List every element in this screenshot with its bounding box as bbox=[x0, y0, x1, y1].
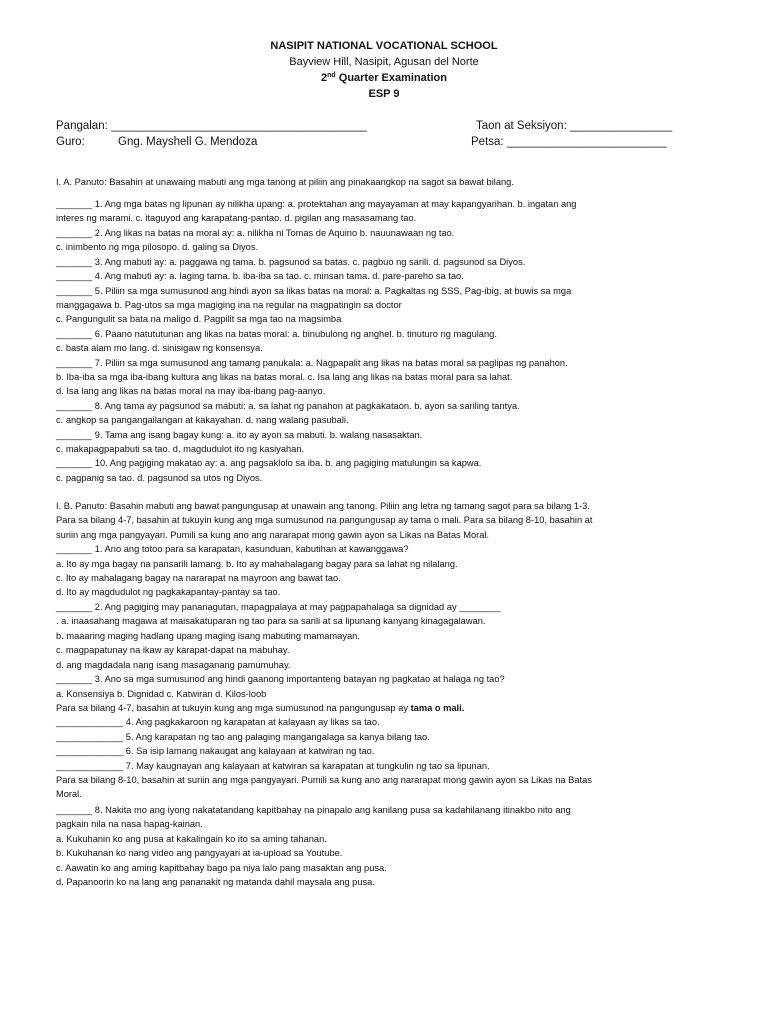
question-line: _______ 3. Ano sa mga sumusunod ang hindi gaanong importanteng batayan ng pagkatao at halaga ng tao? bbox=[56, 674, 505, 684]
question-line: _______ 9. Tama ang isang bagay kung: a. ito ay ayon sa mabuti. b. walang nasasaktan. bbox=[56, 430, 423, 440]
name-label: Pangalan: bbox=[56, 120, 108, 132]
question-line: pagkain nila na nasa hapag-kainan. bbox=[56, 819, 203, 829]
exam-title bbox=[0, 72, 768, 84]
question-line: _____________ 7. May kaugnayan ang kalayaan at katwiran sa karapatan at tungkulin ng tao sa lipunan. bbox=[56, 761, 490, 771]
question-line: b. Iba-iba sa mga iba-ibang kultura ang likas na batas moral. c. Isa lang ang likas na batas moral para sa lahat. bbox=[56, 372, 513, 382]
question-line: _______ 3. Ang mabuti ay: a. paggawa ng tama. b. pagsunod sa batas. c. pagbuo ng sarili. d. pagsunod sa Diyos. bbox=[56, 257, 526, 267]
teacher-label: Guro: bbox=[56, 136, 85, 148]
date-blank: _________________________ bbox=[506, 136, 667, 148]
year-section-field[interactable] bbox=[476, 120, 672, 132]
scenario-instructions: Moral. bbox=[56, 789, 82, 799]
question-line: _______ 1. Ang mga batas ng lipunan ay nilikha upang: a. protektahan ang mayayaman at may kapangyarihan. b. ingatan ang bbox=[56, 199, 577, 209]
question-line: _______ 5. Piliin sa mga sumusunod ang hindi ayon sa likas batas na moral: a. Pagkaltas ng SSS, Pag-ibig, at buwis sa mga bbox=[56, 286, 572, 296]
part-b-instructions: suriin ang mga pangyayari. Pumili sa kung ano ang nararapat mong gawin ayon sa Likas na Batas Moral. bbox=[56, 530, 490, 540]
question-line: _______ 6. Paano natututunan ang likas na batas moral: a. binubulong ng anghel. b. tinuturo ng magulang. bbox=[56, 329, 497, 339]
exam-ordinal: 2 bbox=[321, 72, 328, 84]
question-line: c. basta alam mo lang. d. sinisigaw ng konsensya. bbox=[56, 343, 263, 353]
question-line: c. pagpanig sa tao. d. pagsunod sa utos ng Diyos. bbox=[56, 473, 263, 483]
scenario-instructions: Para sa bilang 8-10, basahin at suriin ang mga pangyayari. Pumili sa kung ano ang nararapat mong gawin ayon sa Likas na Batas bbox=[56, 775, 592, 785]
question-line: b. maaaring maging hadlang upang maging isang mabuting mamamayan. bbox=[56, 631, 360, 641]
teacher-name: Gng. Mayshell G. Mendoza bbox=[118, 136, 258, 148]
question-line: d. Papanoorin ko na lang ang pananakit ng matanda dahil maysala ang pusa. bbox=[56, 877, 375, 887]
school-address: Bayview Hill, Nasipit, Agusan del Norte bbox=[289, 56, 479, 68]
tama-mali-intro: Para sa bilang 4-7, basahin at tukuyin kung ang mga sumusunod na pangungusap ay bbox=[56, 703, 411, 713]
question-line: a. Kukuhanin ko ang pusa at kakalingain ko ito sa aming tahanan. bbox=[56, 834, 327, 844]
question-line: _______ 2. Ang likas na batas na moral ay: a. nilikha ni Tomas de Aquino b. nauunawaan ng tao. bbox=[56, 228, 455, 238]
name-blank: ________________________________________ bbox=[111, 120, 367, 132]
question-line: _______ 2. Ang pagiging may pananagutan, mapagpalaya at may pagpapahalaga sa dignidad ay ________ bbox=[56, 602, 501, 612]
tama-mali-instructions bbox=[56, 702, 716, 714]
question-line: c. Aawatin ko ang aming kapitbahay bago pa niya lalo pang masaktan ang pusa. bbox=[56, 863, 387, 873]
question-line: c. Pangungulit sa bata na maligo d. Pagpilit sa mga tao na magsimba bbox=[56, 314, 342, 324]
question-line: d. Ito ay magdudulot ng pagkakapantay-pantay sa tao. bbox=[56, 587, 281, 597]
question-line: _______ 10. Ang pagiging makatao ay: a. ang pagsaklolo sa iba. b. ang pagiging matulungin sa kapwa. bbox=[56, 458, 482, 468]
question-line: _______ 8. Nakita mo ang iyong nakatatandang kapitbahay na pinapalo ang kanilang pusa sa kadahilanang itinakbo nito ang bbox=[56, 805, 571, 815]
question-line: . a. inaasahang magawa at maisakatuparan ng tao para sa sarili at sa lipunang kanyang kinagagalawan. bbox=[56, 616, 486, 626]
question-line: c. inimbento ng mga pilosopo. d. galing sa Diyos. bbox=[56, 242, 259, 252]
exam-title-rest: Quarter Examination bbox=[335, 72, 447, 84]
name-field[interactable] bbox=[56, 120, 367, 132]
question-line: manggagawa b. Pag-utos sa mga magiging ina na regular na magpatingin sa doctor bbox=[56, 300, 402, 310]
exam-ordinal-suffix: nd bbox=[327, 72, 336, 79]
question-line: _____________ 5. Ang karapatan ng tao ang palaging mangangalaga sa kanya bilang tao. bbox=[56, 732, 430, 742]
part-a-instructions: I. A. Panuto: Basahin at unawaing mabuti ang mga tanong at piliin ang pinakaangkop na sagot sa bawat bilang. bbox=[56, 177, 514, 187]
subject: ESP 9 bbox=[368, 88, 400, 100]
question-line: a. Ito ay mga bagay na pansarili lamang. b. Ito ay mahahalagang bagay para sa lahat ng nilalang. bbox=[56, 559, 458, 569]
school-name: NASIPIT NATIONAL VOCATIONAL SCHOOL bbox=[270, 40, 498, 52]
date-label: Petsa: bbox=[471, 136, 504, 148]
question-line: c. angkop sa pangangailangan at kakayahan. d. nang walang pasubali. bbox=[56, 415, 349, 425]
question-line: _____________ 4. Ang pagkakaroon ng karapatan at kalayaan ay likas sa tao. bbox=[56, 717, 380, 727]
question-line: _______ 4. Ang mabuti ay: a. laging tama. b. iba-iba sa tao. c. minsan tama. d. pare-pareho sa tao. bbox=[56, 271, 464, 281]
tama-mali-bold: tama o mali. bbox=[410, 703, 465, 713]
question-line: c. magpapatunay na ikaw ay karapat-dapat na mabuhay. bbox=[56, 645, 290, 655]
question-line: _______ 8. Ang tama ay pagsunod sa mabuti: a. sa lahat ng panahon at pagkakataon. b. ayon sa sariling tantya. bbox=[56, 401, 520, 411]
question-line: a. Konsensiya b. Dignidad c. Katwiran d. Kilos-loob bbox=[56, 689, 267, 699]
part-b-instructions: I. B. Panuto: Basahin mabuti ang bawat pangungusap at unawain ang tanong. Piliin ang letra ng tamang sagot para sa bilang 1-3. bbox=[56, 501, 590, 511]
part-b-instructions: Para sa bilang 4-7, basahin at tukuyin kung ang mga sumusunod na pangungusap ay tama o mali. Para sa bilang 8-10, basahin at bbox=[56, 515, 593, 525]
date-field[interactable] bbox=[471, 136, 667, 148]
question-line: b. Kukuhanan ko nang video ang pangyayari at ia-upload sa Youtube. bbox=[56, 848, 343, 858]
question-line: c. makapagpapabuti sa tao. d. magdudulot ito ng kasiyahan. bbox=[56, 444, 305, 454]
question-line: _______ 1. Ano ang totoo para sa karapatan, kasunduan, kabutihan at kawanggawa? bbox=[56, 544, 409, 554]
question-line: d. Isa lang ang likas na batas moral na may iba-ibang pag-aanyo. bbox=[56, 386, 326, 396]
question-line: interes ng marami. c. itaguyod ang karapatang-pantao. d. pigilan ang masasamang tao. bbox=[56, 213, 417, 223]
question-line: d. ang magdadala nang isang masaganang pamumuhay. bbox=[56, 660, 291, 670]
year-section-label: Taon at Seksiyon: bbox=[476, 120, 567, 132]
year-section-blank: ________________ bbox=[569, 120, 673, 132]
question-line: c. Ito ay mahalagang bagay na nararapat na mayroon ang bawat tao. bbox=[56, 573, 341, 583]
question-line: _____________ 6. Sa isip lamang nakaugat ang kalayaan at katwiran ng tao. bbox=[56, 746, 375, 756]
question-line: _______ 7. Piliin sa mga sumusunod ang tamang panukala: a. Nagpapalit ang likas na batas moral sa paglipas ng panahon. bbox=[56, 358, 568, 368]
